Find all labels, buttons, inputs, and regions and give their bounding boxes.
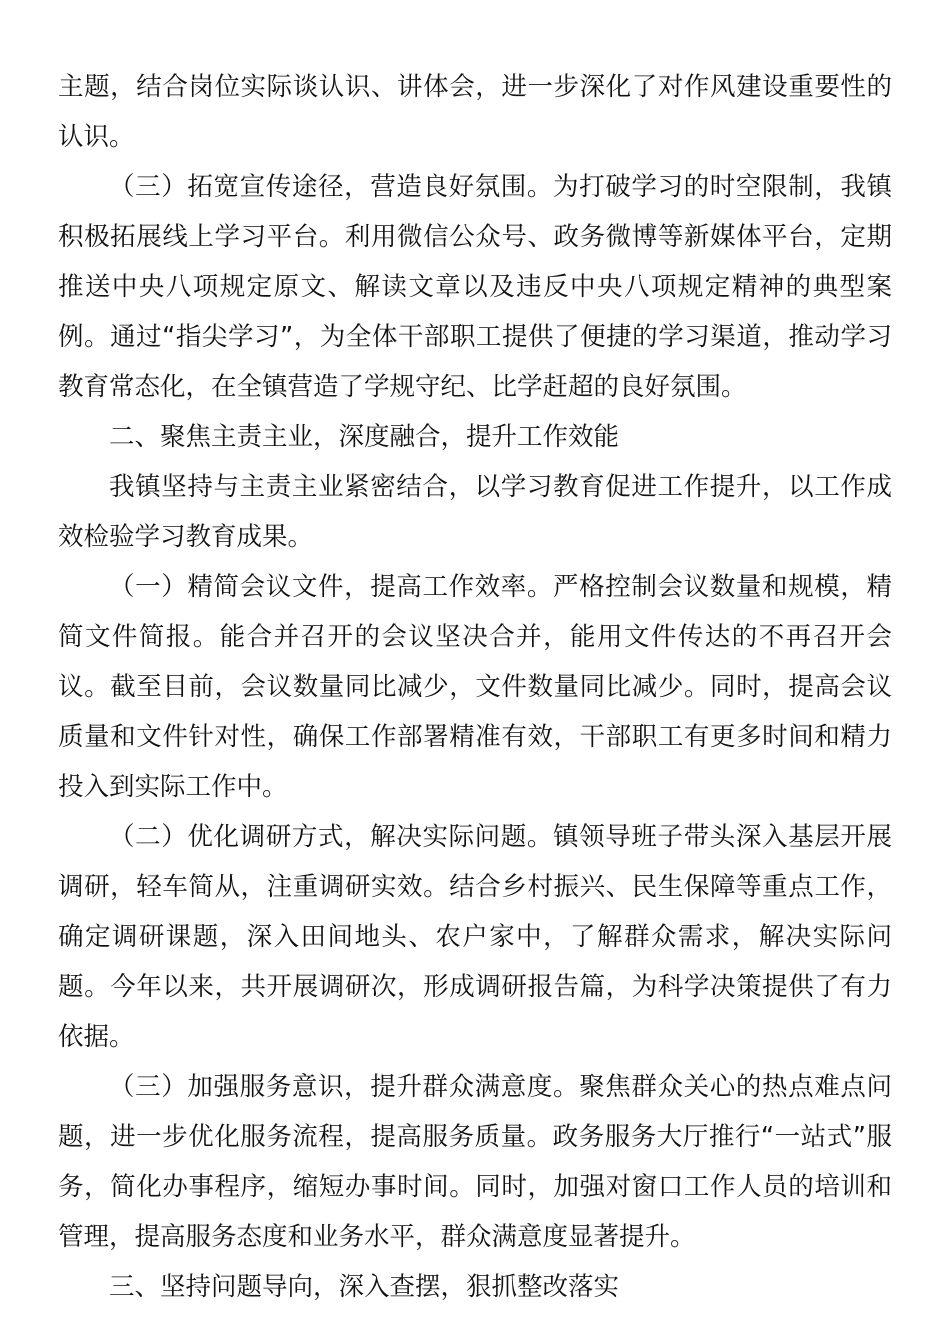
paragraph-3: 我镇坚持与主责主业紧密结合，以学习教育促进工作提升，以工作成效检验学习教育成果。 [58,472,892,552]
document-page [58,62,892,1312]
section-heading-3: 三、坚持问题导向，深入查摆，狠抓整改落实 [109,1272,620,1302]
paragraph-4: （一）精简会议文件，提高工作效率。严格控制会议数量和规模，精简文件简报。能合并召开的会议坚决合并，能用文件传达的不再召开会议。截至目前，会议数量同比减少，文件数量同比减少。同时，提高会议质量和文件针对性，确保工作部署精准有效，干部职工有更多时间和精力投入到实际工作中。 [58,572,892,802]
paragraph-2: （三）拓宽宣传途径，营造良好氛围。为打破学习的时空限制，我镇积极拓展线上学习平台。利用微信公众号、政务微博等新媒体平台，定期推送中央八项规定原文、解读文章以及违反中央八项规定精神的典型案例。通过“指尖学习”，为全体干部职工提供了便捷的学习渠道，推动学习教育常态化，在全镇营造了学规守纪、比学赶超的良好氛围。 [58,172,892,402]
section-heading-2: 二、聚焦主责主业，深度融合，提升工作效能 [109,422,620,452]
paragraph-1: 主题，结合岗位实际谈认识、讲体会，进一步深化了对作风建设重要性的认识。 [58,72,892,152]
paragraph-6: （三）加强服务意识，提升群众满意度。聚焦群众关心的热点难点问题，进一步优化服务流程，提高服务质量。政务服务大厅推行“一站式”服务，简化办事程序，缩短办事时间。同时，加强对窗口工作人员的培训和管理，提高服务态度和业务水平，群众满意度显著提升。 [58,1072,892,1252]
paragraph-5: （二）优化调研方式，解决实际问题。镇领导班子带头深入基层开展调研，轻车简从，注重调研实效。结合乡村振兴、民生保障等重点工作，确定调研课题，深入田间地头、农户家中，了解群众需求，解决实际问题。今年以来，共开展调研次，形成调研报告篇，为科学决策提供了有力依据。 [58,822,892,1052]
